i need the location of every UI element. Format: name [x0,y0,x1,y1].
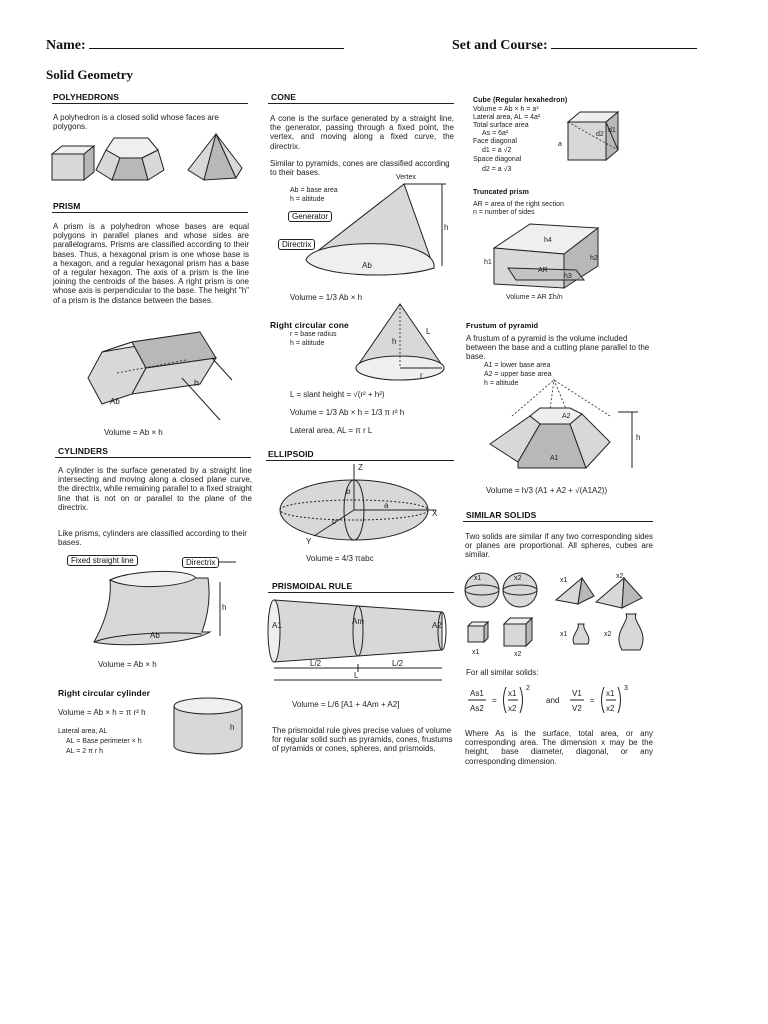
right-cone-r-def: r = base radius [290,331,337,338]
frustum-figure [478,378,648,478]
cube-heading: Cube (Regular hexahedron) [473,97,568,104]
ratio1-num: As1 [470,689,484,698]
cube-d2-label: d2 [596,131,604,138]
polyhedrons-text: A polyhedron is a closed solid whose faces are polygons. [53,113,219,132]
prismoidal-volume-formula: Volume = L/6 [A1 + 4Am + A2] [292,700,400,709]
ellipsoid-x-label: X [432,509,438,518]
cylinder-ab-label: Ab [150,631,160,640]
right-cone-h-def: h = altitude [290,340,325,347]
truncated-h2-label: h2 [590,255,598,262]
ellipsoid-figure [276,462,446,546]
frustum-text: A frustum of a pyramid is the volume included between the base and a cutting plane parallel to the base. [466,334,650,362]
cube-l1: Volume = Ab × h = a³ [473,106,539,113]
cube-a-label: a [558,141,562,148]
ratio1-x-num: x1 [508,689,517,698]
similar-cone-x1: x1 [560,577,568,584]
oblique-cone-figure [276,182,456,282]
right-cone-slant: L = slant height = √(r² + h²) [290,390,385,399]
similar-text2: Where As is the surface, total area, or any corresponding area. The dimension x may be the height, base diameter, diagonal, or any corresponding dimension. [465,729,653,766]
cone-text: A cone is the surface generated by a straight line, the generator, passing through a fixed point, the vertex, and moving along a fixed curve, the directrix. [270,114,454,151]
ellipsoid-z-label: Z [358,463,363,472]
ellipsoid-b-label: b [346,487,351,496]
truncated-h1-label: h1 [484,259,492,266]
right-cylinder-volume: Volume = Ab × h = π r² h [58,708,146,717]
ellipsoid-heading: ELLIPSOID [268,449,314,459]
prism-rule [52,212,248,213]
cone-rule [268,103,454,104]
right-cylinder-lateral2: AL = 2 π r h [66,748,104,755]
right-cone-heading: Right circular cone [270,320,349,330]
set-course-label: Set and Course: [452,38,548,53]
set-course-line[interactable] [551,48,697,49]
truncated-ar-label: AR [538,267,548,274]
truncated-prism-figure [480,218,610,294]
cylinder-directrix-label: Directrix [182,557,219,568]
right-cylinder-lateral1: AL = Base perimeter × h [66,738,142,745]
right-cone-volume: Volume = 1/3 Ab × h = 1/3 π r² h [290,408,405,417]
cone-heading: CONE [271,92,296,102]
prism-heading: PRISM [53,201,81,211]
similar-cube-x1: x1 [472,649,480,656]
cone-generator-label: Generator [288,211,332,222]
right-cone-figure [352,302,452,384]
cylinders-rule [55,457,251,458]
polyhedrons-rule [52,103,248,104]
prismoidal-text: The prismoidal rule gives precise values of volume for regular solid such as pyramids, cones, frustums of pyramids or cones, spheres, and prismoids. [272,726,453,754]
prismoidal-l-label: L [354,671,359,680]
right-cylinder-lateral-title: Lateral area, AL [58,728,108,735]
ellipsoid-volume-formula: Volume = 4/3 πabc [306,554,374,563]
frustum-a1-label: A1 [550,455,559,462]
similar-rule [463,521,653,522]
cone-volume-formula: Volume = 1/3 Ab × h [290,293,363,302]
cylinders-heading: CYLINDERS [58,446,109,456]
ratio2-x-den: x2 [606,704,615,713]
frustum-a2-label: A2 [562,413,571,420]
right-cylinder-figure [172,696,244,758]
cube-l2: Lateral area, AL = 4a² [473,114,541,121]
fixed-line-label: Fixed straight line [67,555,138,566]
similar-solids-figures [460,568,650,658]
truncated-h4-label: h4 [544,237,552,244]
ellipsoid-c-label: c [332,517,336,526]
truncated-prism-l2: n = number of sides [473,209,535,216]
prism-volume-formula: Volume = Ab × h [104,428,163,437]
prismoidal-figure [266,596,454,696]
similar-cube-x2: x2 [514,651,522,658]
cube-l7: Space diagonal [473,156,522,163]
ratio2-den: V2 [572,704,582,713]
cube-l4: As = 6a² [482,130,509,137]
similar-heading: SIMILAR SOLIDS [466,510,537,520]
ellipsoid-rule [266,460,454,461]
cylinder-h-label: h [222,603,227,612]
cylinder-volume-formula: Volume = Ab × h [98,660,157,669]
ratio1-x-den: x2 [508,704,517,713]
oblique-cylinder-figure [60,552,250,660]
prism-ab-label: Ab [110,397,120,406]
polyhedron-figures [48,132,248,187]
right-cylinder-h-label: h [230,723,235,732]
frustum-l2: A2 = upper base area [484,371,552,378]
cube-l3: Total surface area [473,122,529,129]
prismoidal-a2-label: A2 [432,621,442,630]
cube-l5: Face diagonal [473,138,517,145]
similar-sphere-x2: x2 [514,575,522,582]
similar-sphere-x1: x1 [474,575,482,582]
ratio2-x-num: x1 [606,689,615,698]
cylinders-text: A cylinder is the surface generated by a straight line intersecting and moving along a closed plane curve, the directrix, while remaining parallel to a fixed straight line that is not on or parallel to the plane of the directrix. [58,466,252,512]
ratio2-num: V1 [572,689,582,698]
right-cone-lateral: Lateral area, AL = π r L [290,426,373,435]
cone-ab-label: Ab [362,261,372,270]
similar-text: Two solids are similar if any two corresponding sides or planes are proportional. All spheres, cubes are similar. [465,532,653,560]
truncated-prism-l1: AR = area of the right section [473,201,564,208]
cone-ab-def: Ab = base area [290,187,338,194]
ratio1-den: As2 [470,704,484,713]
frustum-formula: Volume = h/3 (A1 + A2 + √(A1A2)) [486,486,608,495]
svg-text:=: = [590,696,595,705]
cone-h-def: h = altitude [290,196,325,203]
similar-cone-x2: x2 [616,573,624,580]
name-label: Name: [46,38,86,53]
cone-vertex-label: Vertex [396,174,416,181]
ellipsoid-a-label: a [384,501,389,510]
frustum-heading: Frustum of pyramid [466,321,539,330]
prismoidal-half1-label: L/2 [310,659,322,668]
cube-figure [556,108,634,176]
name-line[interactable] [89,48,344,49]
ellipsoid-y-label: Y [306,537,312,546]
prismoidal-a1-label: A1 [272,621,282,630]
cone-text2: Similar to pyramids, cones are classified according to their bases. [270,159,450,178]
cube-d1-label: d1 [608,127,616,134]
prismoidal-am-label: Am [352,617,364,626]
similar-vase-x1: x1 [560,631,568,638]
name-field[interactable] [46,38,344,54]
hexagonal-prism-figure [82,328,252,428]
polyhedrons-heading: POLYHEDRONS [53,92,119,102]
similar-for-all: For all similar solids: [466,668,539,677]
right-cylinder-heading: Right circular cylinder [58,688,151,698]
cube-l8: d2 = a √3 [482,166,512,173]
ratio-and: and [546,696,560,705]
ratio2-exp: 3 [624,685,628,692]
frustum-l3: h = altitude [484,380,519,387]
prismoidal-half2-label: L/2 [392,659,404,668]
prismoidal-heading: PRISMOIDAL RULE [272,581,353,591]
frustum-l1: A1 = lower base area [484,362,551,369]
prismoidal-rule [268,592,454,593]
ratio1-exp: 2 [526,685,530,692]
right-cone-r-label: r [420,371,423,380]
right-cone-l-label: L [426,327,431,336]
set-course-field[interactable] [452,38,697,54]
truncated-h3-label: h3 [564,273,572,280]
cone-h-label: h [444,223,449,232]
cylinders-text2: Like prisms, cylinders are classified according to their bases. [58,529,247,548]
page-title: Solid Geometry [46,67,134,82]
right-cone-h-label: h [392,337,397,346]
svg-text:=: = [492,696,497,705]
cone-directrix-label: Directrix [278,239,315,250]
truncated-prism-heading: Truncated prism [473,189,529,196]
cube-l6: d1 = a √2 [482,147,512,154]
truncated-prism-formula: Volume = AR Σh/n [506,294,563,301]
similar-ratios [466,682,656,722]
prism-text: A prism is a polyhedron whose bases are equal polygons in parallel planes and whose sides are parallelograms. Prisms are classified according to their bases. Thus, a hexagonal prism is one whose base is a hexagon, and a regular hexagonal prism has a base of a regular hexagon. The axis of a prism is the line joining the centroids of the bases. A right prism is one whose axis is perpendicular to the base. The height "h" of a prism is the distance between the bases. [53,222,249,305]
frustum-h-label: h [636,433,641,442]
prism-h-label: h [194,378,200,388]
similar-vase-x2: x2 [604,631,612,638]
